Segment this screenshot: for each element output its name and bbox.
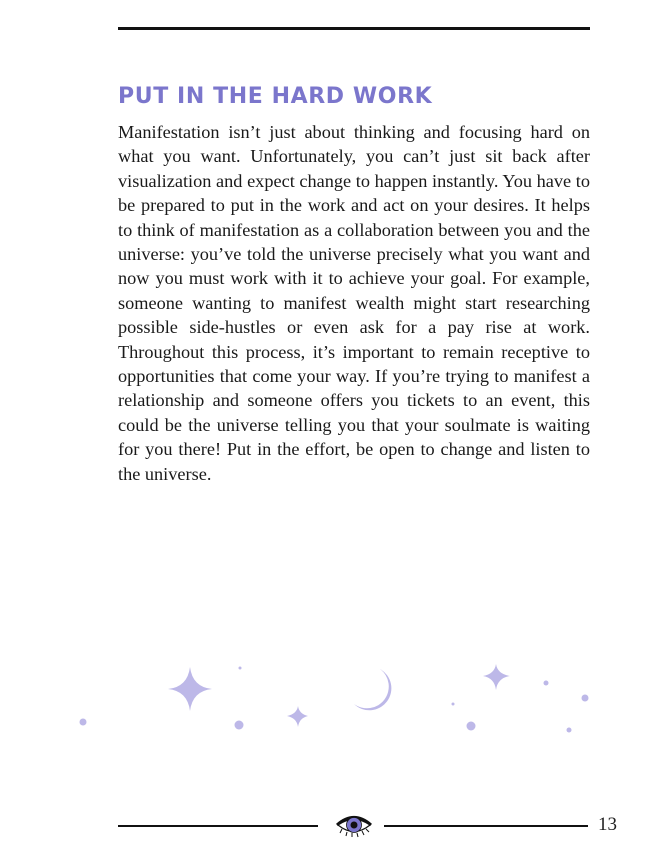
top-rule (118, 27, 590, 30)
dot-icon (567, 728, 572, 733)
crescent-moon-icon (354, 669, 391, 710)
dot-icon (467, 722, 476, 731)
sparkle-star-icon (168, 667, 212, 711)
sparkle-star-icon (287, 706, 308, 727)
section-heading: PUT IN THE HARD WORK (118, 84, 433, 109)
dot-icon (452, 703, 455, 706)
dot-icon (235, 721, 244, 730)
dot-icon (80, 719, 87, 726)
footer-rule-right (384, 825, 588, 827)
decorative-stars (0, 640, 663, 760)
footer-rule-left (118, 825, 318, 827)
body-paragraph: Manifestation isn’t just about thinking and focusing hard on what you want. Unfortunately, you can’t just sit back after visualization and expect change to happen instantly. You have to be prepared to put in the work and act on your desires. It helps to think of manifestation as a collaboration between you and the universe: you’ve told the universe precisely what you want and now you must work with it to achieve your goal. For example, someone wanting to manifest wealth might start researching possible side-hustles or even ask for a pay rise at work. Throughout this process, it’s important to remain receptive to opportunities that come your way. If you’re trying to manifest a relationship and someone offers you tickets to an event, this could be the universe telling you that your soulmate is waiting for you there! Put in the effort, be open to change and listen to the universe. (118, 122, 590, 484)
eye-icon (334, 812, 374, 838)
sparkle-star-icon (483, 664, 510, 690)
page-number: 13 (598, 814, 617, 835)
dot-icon (544, 681, 549, 686)
dot-icon (582, 695, 589, 702)
dot-icon (239, 667, 242, 670)
